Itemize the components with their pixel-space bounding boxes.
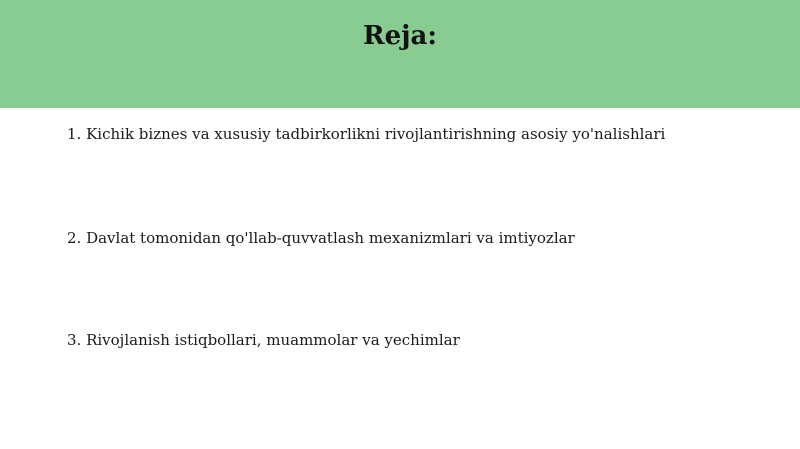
plan-item: 2. Davlat tomonidan qo'llab-quvvatlash mexanizmlari va imtiyozlar (67, 229, 575, 247)
plan-item: 3. Rivojlanish istiqbollari, muammolar va yechimlar (67, 331, 460, 349)
slide-title: Reja: (362, 21, 437, 51)
plan-item: 1. Kichik biznes va xususiy tadbirkorlikni rivojlantirishning asosiy yo'nalishlari (67, 125, 666, 143)
plan-list (67, 0, 767, 449)
